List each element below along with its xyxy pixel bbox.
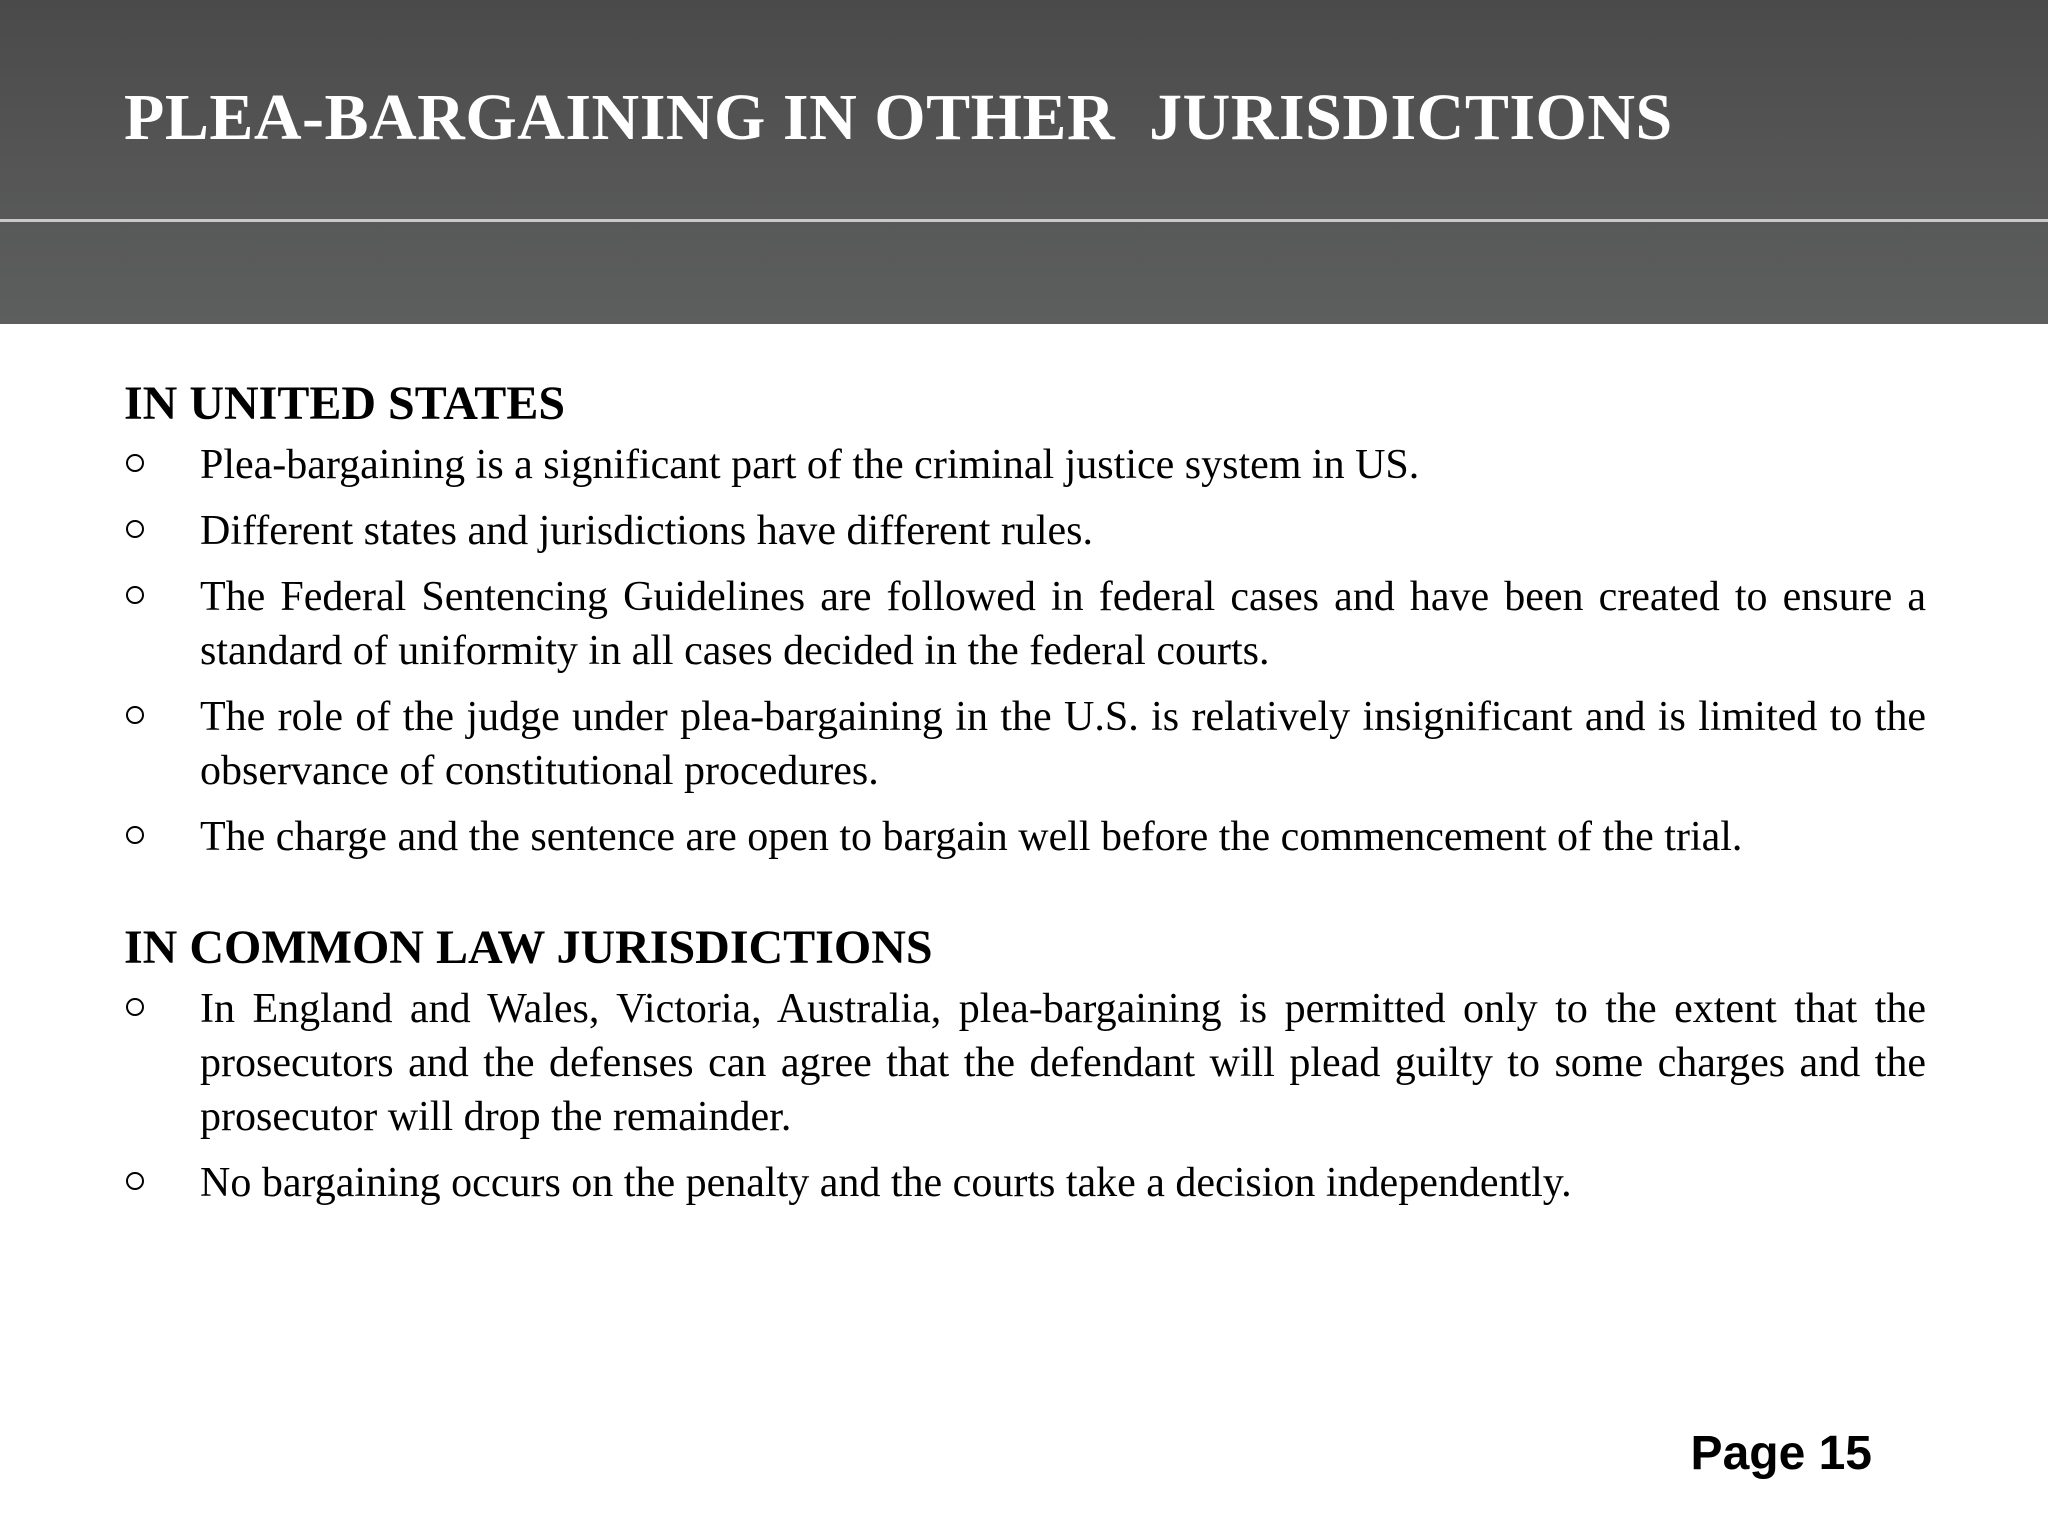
- bullet-text: The Federal Sentencing Guidelines are followed in federal cases and have been created to ensure a standard of uniformity in all cases decided in the federal courts.: [200, 574, 1926, 674]
- bullet-text: No bargaining occurs on the penalty and the courts take a decision independently.: [200, 1160, 1572, 1206]
- bullet-text: Different states and jurisdictions have different rules.: [200, 508, 1094, 554]
- list-item: [124, 982, 1926, 1144]
- section-united-states: [124, 370, 1926, 864]
- bullet-text: The role of the judge under plea-bargaining in the U.S. is relatively insignificant and is limited to the observance of constitutional procedures.: [200, 694, 1926, 794]
- hollow-circle-bullet-icon: [126, 586, 144, 604]
- hollow-circle-bullet-icon: [126, 520, 144, 538]
- list-item: [124, 1156, 1926, 1210]
- bullet-list: [124, 982, 1926, 1210]
- bullet-text: In England and Wales, Victoria, Australia, plea-bargaining is permitted only to the extent that the prosecutors and the defenses can agree that the defendant will plead guilty to some charges and the prosecutor will drop the remainder.: [200, 986, 1926, 1140]
- hollow-circle-bullet-icon: [126, 998, 144, 1016]
- list-item: [124, 810, 1926, 864]
- slide-content: [124, 370, 1926, 1210]
- section-common-law: [124, 914, 1926, 1210]
- hollow-circle-bullet-icon: [126, 1172, 144, 1190]
- hollow-circle-bullet-icon: [126, 454, 144, 472]
- list-item: [124, 690, 1926, 798]
- list-item: [124, 438, 1926, 492]
- header-divider: [0, 219, 2048, 222]
- page-number: Page 15: [1690, 1427, 1872, 1480]
- list-item: [124, 570, 1926, 678]
- section-heading: IN COMMON LAW JURISDICTIONS: [124, 921, 933, 974]
- slide-title: PLEA-BARGAINING IN OTHER JURISDICTIONS: [124, 81, 1673, 154]
- header-band: [0, 0, 2048, 324]
- bullet-text: The charge and the sentence are open to bargain well before the commencement of the trial.: [200, 814, 1743, 860]
- list-item: [124, 504, 1926, 558]
- hollow-circle-bullet-icon: [126, 706, 144, 724]
- bullet-list: [124, 438, 1926, 864]
- section-heading: IN UNITED STATES: [124, 377, 566, 430]
- bullet-text: Plea-bargaining is a significant part of the criminal justice system in US.: [200, 442, 1420, 488]
- hollow-circle-bullet-icon: [126, 826, 144, 844]
